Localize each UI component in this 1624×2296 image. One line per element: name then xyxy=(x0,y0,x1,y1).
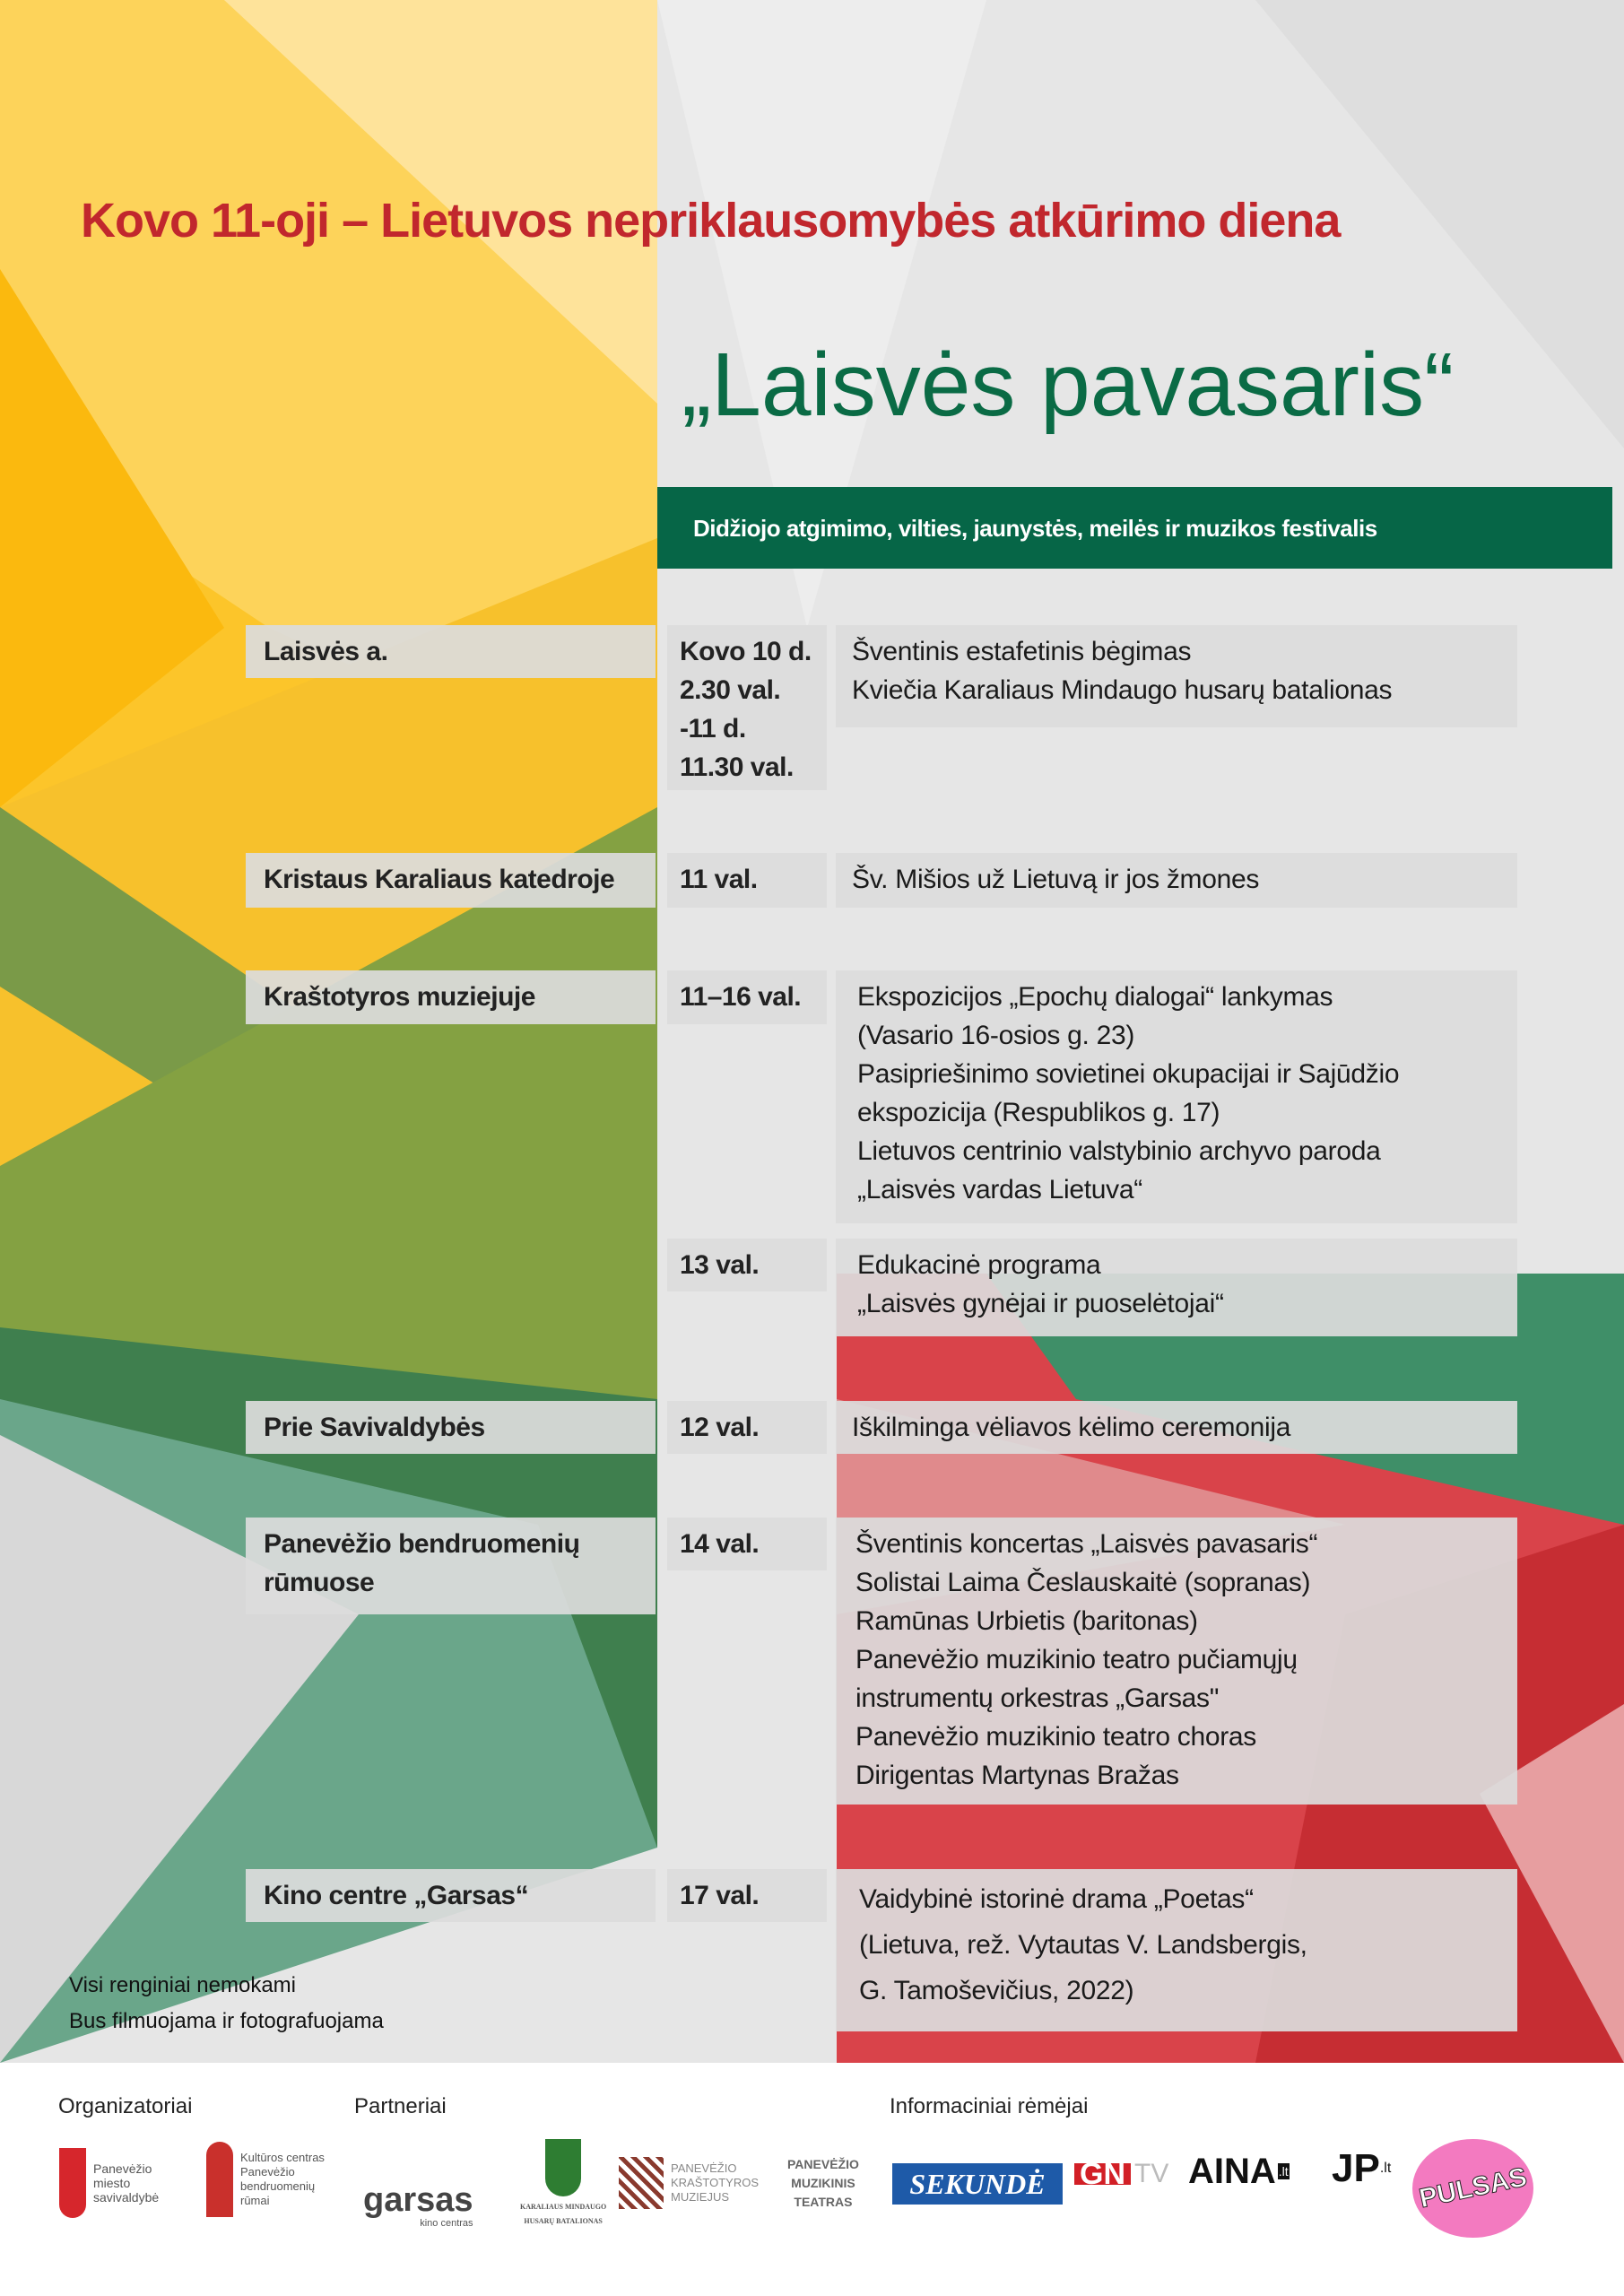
filming-note: Bus filmuojama ir fotografuojama xyxy=(69,2009,384,2033)
description-line: Edukacinė programa xyxy=(857,1250,1101,1280)
description-line: Lietuvos centrinio valstybinio archyvo paroda xyxy=(857,1136,1381,1166)
location-cell: Kino centre „Garsas“ xyxy=(246,1869,656,1922)
subtitle: Didžiojo atgimimo, vilties, jaunystės, meilės ir muzikos festivalis xyxy=(693,514,1377,542)
kulturos-centras-logo: Kultūros centras Panevėžio bendruomenių rūmai xyxy=(206,2142,325,2217)
description-line: (Lietuva, rež. Vytautas V. Landsbergis, xyxy=(859,1930,1307,1960)
partners-label: Partneriai xyxy=(354,2094,447,2118)
krastotyros-muziejus-logo: PANEVĖŽIO KRAŠTOTYROS MUZIEJUS xyxy=(619,2157,759,2209)
event-title: Kovo 11-oji – Lietuvos nepriklausomybės atkūrimo diena xyxy=(81,194,1341,248)
description-line: Kviečia Karaliaus Mindaugo husarų batalionas xyxy=(852,675,1393,705)
jp-lt-logo: JP .lt xyxy=(1332,2146,1392,2190)
time-cell: 11–16 val. xyxy=(667,970,827,1024)
coat-of-arms-icon xyxy=(59,2148,86,2218)
free-events-note: Visi renginiai nemokami xyxy=(69,1973,297,1997)
description-line: ekspozicija (Respublikos g. 17) xyxy=(857,1098,1220,1127)
muzikinis-teatras-logo: PANEVĖŽIO MUZIKINIS TEATRAS xyxy=(787,2157,859,2209)
location-cell: Kraštotyros muziejuje xyxy=(246,970,656,1024)
time-cell: Kovo 10 d. 2.30 val. -11 d. 11.30 val. xyxy=(667,625,827,790)
organizers-label: Organizatoriai xyxy=(58,2094,193,2118)
location-cell: Kristaus Karaliaus katedroje xyxy=(246,853,656,908)
description-cell xyxy=(836,853,1517,908)
description-line: Šventinis estafetinis bėgimas xyxy=(852,637,1192,666)
description-line: Ramūnas Urbietis (baritonas) xyxy=(855,1606,1198,1636)
time-cell: 11 val. xyxy=(667,853,827,908)
description-cell xyxy=(836,625,1517,727)
savivaldybe-logo: Panevėžio miesto savivaldybė xyxy=(59,2148,159,2218)
description-cell xyxy=(836,1869,1517,2031)
description-line: G. Tamoševičius, 2022) xyxy=(859,1976,1134,2005)
aina-logo: AINA .lt xyxy=(1188,2152,1289,2191)
location-cell: Panevėžio bendruomenių rūmuose xyxy=(246,1518,656,1614)
description-line: (Vasario 16-osios g. 23) xyxy=(857,1021,1135,1050)
description-cell xyxy=(836,970,1517,1223)
garsas-kino-logo: garsas kino centras xyxy=(363,2181,473,2229)
time-cell: 13 val. xyxy=(667,1239,827,1292)
description-line: Dirigentas Martynas Bražas xyxy=(855,1761,1179,1790)
gn-tv-logo: GN TV xyxy=(1074,2163,1168,2185)
description-line: Panevėžio muzikinio teatro choras xyxy=(855,1722,1256,1752)
media-sponsors-label: Informaciniai rėmėjai xyxy=(890,2094,1089,2118)
location-cell: Laisvės a. xyxy=(246,625,656,678)
husaru-batalionas-logo: KARALIAUS MINDAUGO HUSARŲ BATALIONAS xyxy=(520,2139,606,2229)
description-line: Šventinis koncertas „Laisvės pavasaris“ xyxy=(855,1529,1318,1559)
description-line: Iškilminga vėliavos kėlimo ceremonija xyxy=(852,1413,1291,1442)
description-cell xyxy=(836,1518,1517,1805)
description-cell xyxy=(836,1401,1517,1454)
pulsas-logo: PULSAS xyxy=(1412,2139,1533,2238)
sponsors-footer xyxy=(0,2063,1624,2296)
description-line: Solistai Laima Česlauskaitė (sopranas) xyxy=(855,1568,1311,1597)
subtitle-banner xyxy=(657,487,1612,569)
description-line: Pasipriešinimo sovietinei okupacijai ir Sajūdžio xyxy=(857,1059,1400,1089)
festival-name: „Laisvės pavasaris“ xyxy=(682,335,1455,435)
description-line: instrumentų orkestras „Garsas" xyxy=(855,1683,1220,1713)
time-cell: 14 val. xyxy=(667,1518,827,1570)
description-line: „Laisvės gynėjai ir puoselėtojai“ xyxy=(857,1289,1224,1318)
window-emblem-icon xyxy=(206,2142,233,2217)
description-line: „Laisvės vardas Lietuva“ xyxy=(857,1175,1142,1205)
location-cell: Prie Savivaldybės xyxy=(246,1401,656,1454)
shield-icon xyxy=(545,2139,581,2196)
time-cell: 17 val. xyxy=(667,1869,827,1922)
description-line: Panevėžio muzikinio teatro pučiamųjų xyxy=(855,1645,1298,1674)
sekunde-logo: SEKUNDĖ xyxy=(892,2163,1063,2205)
time-cell: 12 val. xyxy=(667,1401,827,1454)
description-line: Šv. Mišios už Lietuvą ir jos žmones xyxy=(852,865,1260,894)
description-line: Vaidybinė istorinė drama „Poetas“ xyxy=(859,1884,1254,1914)
stripes-emblem-icon xyxy=(619,2157,664,2209)
description-cell xyxy=(836,1239,1517,1336)
description-line: Ekspozicijos „Epochų dialogai“ lankymas xyxy=(857,982,1333,1012)
